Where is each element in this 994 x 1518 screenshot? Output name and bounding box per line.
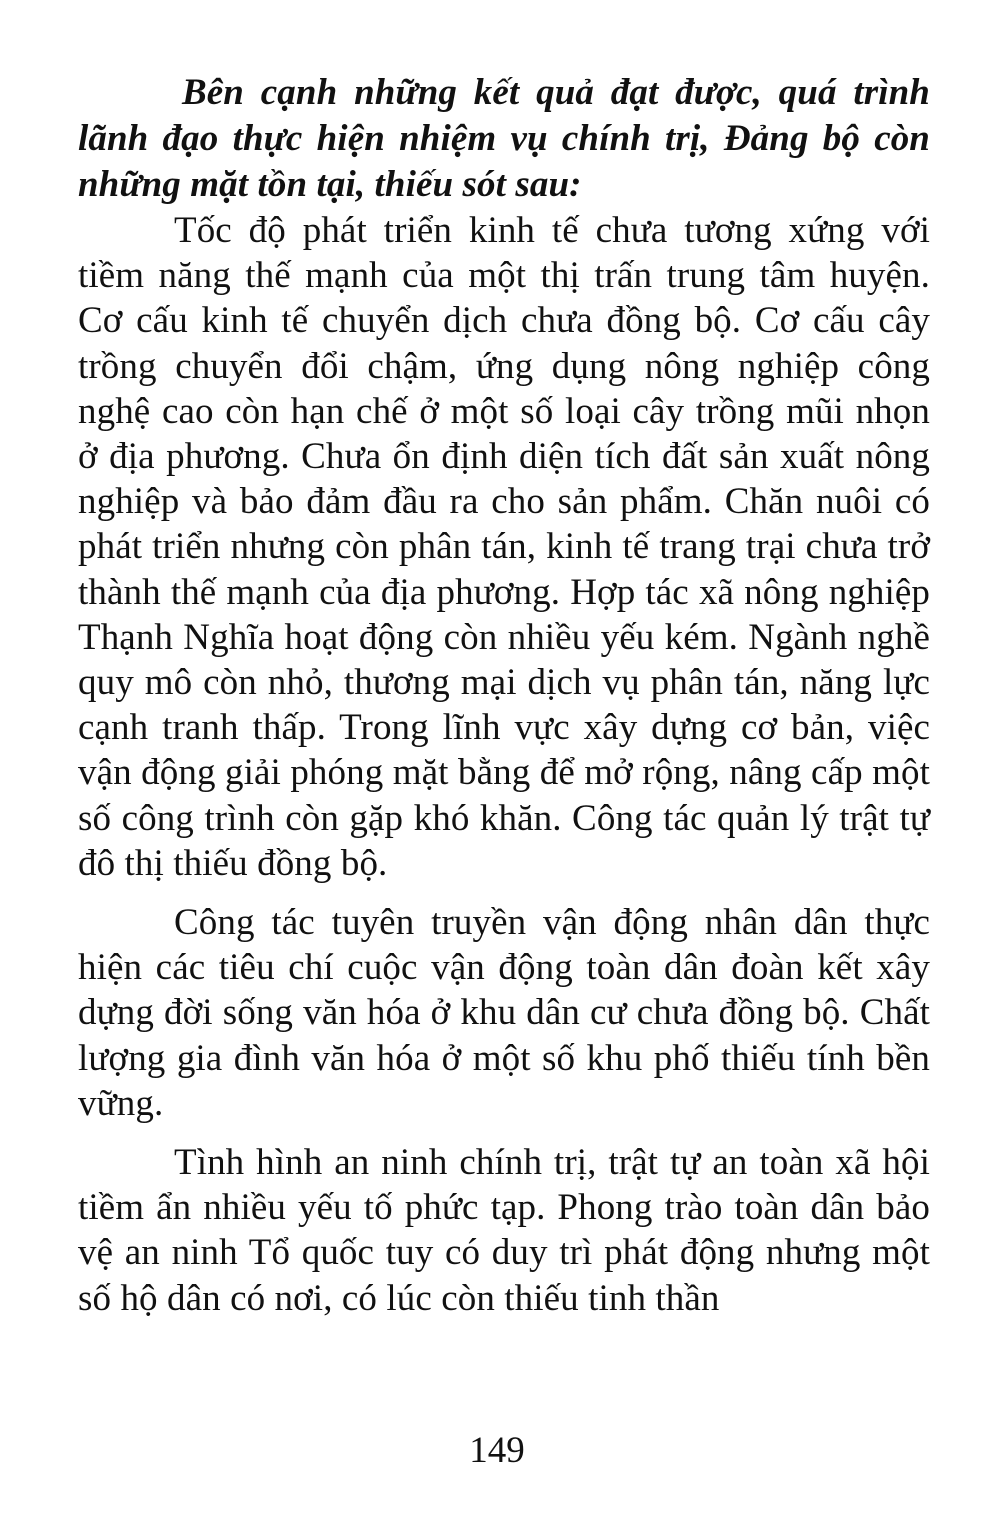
lead-paragraph: Bên cạnh những kết quả đạt được, quá trình lãnh đạo thực hiện nhiệm vụ chính trị, Đảng bộ còn những mặt tồn tại, thiếu sót sau: (78, 72, 930, 205)
paragraph-culture: Công tác tuyên truyền vận động nhân dân thực hiện các tiêu chí cuộc vận động toàn dân đoàn kết xây dựng đời sống văn hóa ở khu dân cư chưa đồng bộ. Chất lượng gia đình văn hóa ở một số khu phố thiếu tính bền vững. (78, 902, 930, 1124)
page-number: 149 (469, 1430, 525, 1471)
paragraph-economy: Tốc độ phát triển kinh tế chưa tương xứng với tiềm năng thế mạnh của một thị trấn trung tâm huyện. Cơ cấu kinh tế chuyển dịch chưa đồng bộ. Cơ cấu cây trồng chuyển đổi chậm, ứng dụng nông nghiệp công nghệ cao còn hạn chế ở một số loại cây trồng mũi nhọn ở địa phương. Chưa ổn định diện tích đất sản xuất nông nghiệp và bảo đảm đầu ra cho sản phẩm. Chăn nuôi có phát triển nhưng còn phân tán, kinh tế trang trại chưa trở thành thế mạnh của địa phương. Hợp tác xã nông nghiệp Thạnh Nghĩa hoạt động còn nhiều yếu kém. Ngành nghề quy mô còn nhỏ, thương mại dịch vụ phân tán, năng lực cạnh tranh thấp. Trong lĩnh vực xây dựng cơ bản, việc vận động giải phóng mặt bằng để mở rộng, nâng cấp một số công trình còn gặp khó khăn. Công tác quản lý trật tự đô thị thiếu đồng bộ. (78, 210, 930, 884)
page-body (78, 70, 930, 1321)
paragraph-security: Tình hình an ninh chính trị, trật tự an toàn xã hội tiềm ẩn nhiều yếu tố phức tạp. Phong trào toàn dân bảo vệ an ninh Tổ quốc tuy có duy trì phát động nhưng một số hộ dân có nơi, có lúc còn thiếu tinh thần (78, 1142, 930, 1319)
